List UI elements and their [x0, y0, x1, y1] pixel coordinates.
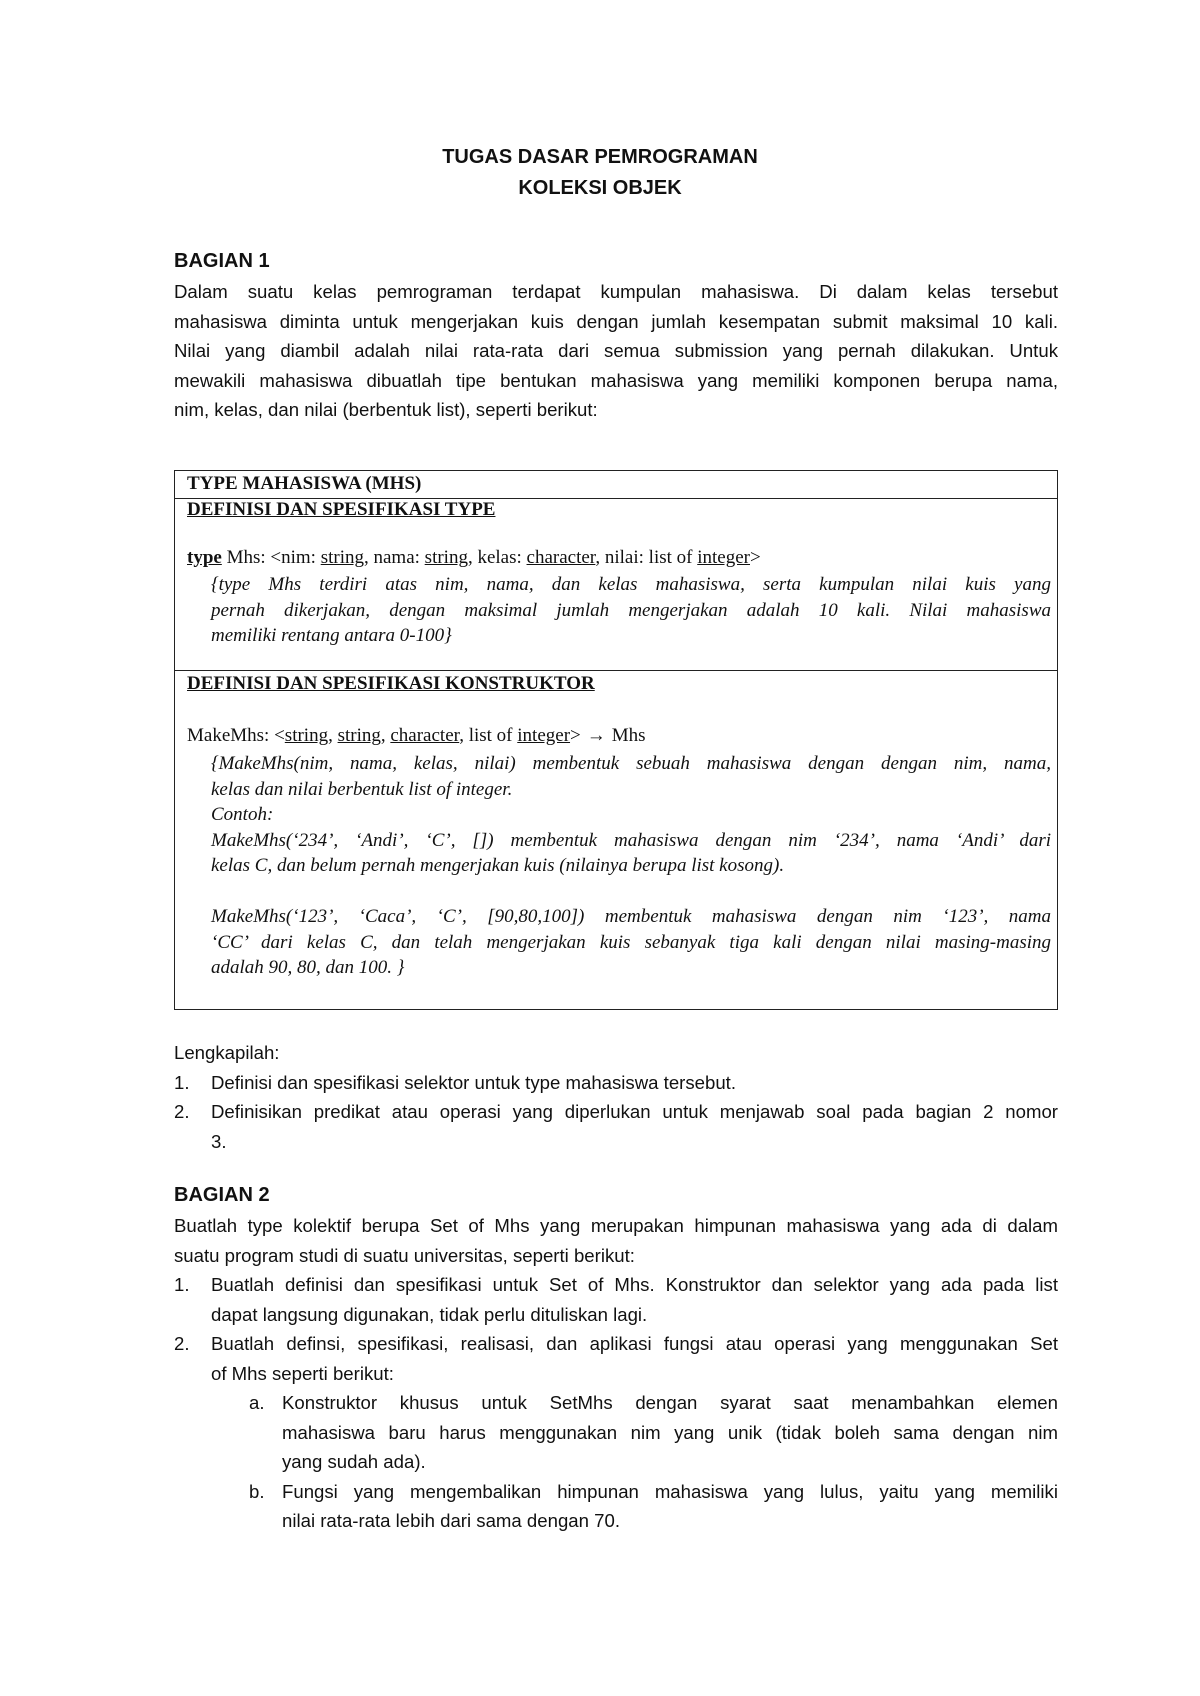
list-item	[174, 1329, 1058, 1359]
table-divider	[175, 670, 1057, 671]
ctor-token: string	[337, 725, 381, 746]
type-sep: , nama:	[363, 547, 425, 568]
list-number: 2.	[174, 1333, 190, 1354]
ctor-token: integer	[517, 725, 571, 746]
sub-list-item	[174, 1388, 1058, 1418]
paragraph-line: suatu program studi di suatu universitas, seperti berikut:	[174, 1244, 635, 1266]
right-arrow-icon: →	[586, 725, 606, 746]
comment-line: ‘CC’ dari kelas C, dan telah mengerjakan kuis sebanyak tiga kali dengan nilai masing-masing	[211, 931, 1051, 953]
sub-list-text: mahasiswa baru harus menggunakan nim yang unik (tidak boleh sama dengan nim	[282, 1421, 1058, 1443]
type-sep: , kelas:	[467, 547, 527, 568]
list-number: 1.	[174, 1274, 190, 1295]
list-number: 1.	[174, 1071, 190, 1093]
paragraph-line: mahasiswa diminta untuk mengerjakan kuis dengan jumlah kesempatan submit maksimal 10 kali.	[174, 310, 1058, 332]
comment-line	[211, 879, 1051, 905]
lengkapilah-label: Lengkapilah:	[174, 1042, 280, 1063]
list-number: 2.	[174, 1101, 190, 1122]
type-token: string	[320, 547, 364, 568]
list-item-continuation	[174, 1127, 1058, 1157]
ctor-name: MakeMhs: <	[187, 725, 285, 746]
bagian1-paragraph	[174, 277, 1058, 425]
comment-line: kelas dan nilai berbentuk list of integer.	[211, 778, 513, 800]
list-text: 3.	[211, 1130, 227, 1152]
bagian2-content	[174, 1211, 1058, 1536]
type-token: integer	[697, 547, 750, 568]
ctor-result: Mhs	[611, 725, 646, 746]
intro-line	[174, 1241, 1058, 1271]
list-intro	[174, 1038, 1058, 1068]
ctor-sep: ,	[380, 725, 391, 746]
bagian2-heading: BAGIAN 2	[174, 1184, 270, 1206]
list-item	[174, 1068, 1058, 1098]
list-item	[174, 1097, 1058, 1127]
intro-line	[174, 1211, 1058, 1241]
type-name: Mhs: <nim:	[221, 547, 321, 568]
sub-list-item-continuation	[174, 1418, 1058, 1448]
type-sep: >	[750, 547, 761, 568]
comment-line: {type Mhs terdiri atas nim, nama, dan kelas mahasiswa, serta kumpulan nilai kuis yang	[211, 574, 1051, 595]
comment-line: MakeMhs(‘123’, ‘Caca’, ‘C’, [90,80,100]) membentuk mahasiswa dengan nim ‘123’, nama	[211, 906, 1051, 927]
type-keyword: type	[187, 547, 222, 568]
sub-list-letter: a.	[249, 1392, 265, 1413]
list-text: of Mhs seperti berikut:	[211, 1362, 394, 1384]
sub-list-text: yang sudah ada).	[282, 1451, 426, 1472]
list-text: Buatlah definsi, spesifikasi, realisasi, dan aplikasi fungsi atau operasi yang menggunakan Set	[211, 1333, 1058, 1354]
type-section-title: DEFINISI DAN SPESIFIKASI TYPE	[187, 499, 496, 520]
ctor-sep: ,	[328, 725, 338, 746]
type-definition	[187, 547, 761, 569]
bagian1-tasks	[174, 1038, 1058, 1156]
constructor-section-title: DEFINISI DAN SPESIFIKASI KONSTRUKTOR	[187, 673, 595, 694]
sub-list-text: nilai rata-rata lebih dari sama dengan 70.	[282, 1510, 620, 1531]
list-text: Definisi dan spesifikasi selektor untuk type mahasiswa tersebut.	[211, 1071, 737, 1093]
bagian1-heading: BAGIAN 1	[174, 250, 270, 272]
list-text: Definisikan predikat atau operasi yang diperlukan untuk menjawab soal pada bagian 2 nomor	[211, 1101, 1058, 1122]
comment-line: memiliki rentang antara 0-100}	[211, 625, 452, 646]
paragraph-line: Dalam suatu kelas pemrograman terdapat kumpulan mahasiswa. Di dalam kelas tersebut	[174, 281, 1058, 302]
ctor-token: string	[284, 725, 329, 746]
list-text: dapat langsung digunakan, tidak perlu dituliskan lagi.	[211, 1303, 648, 1325]
type-token: character	[526, 547, 596, 568]
comment-line: {MakeMhs(nim, nama, kelas, nilai) membentuk sebuah mahasiswa dengan dengan nim, nama,	[211, 753, 1051, 774]
list-item	[174, 1270, 1058, 1300]
comment-line: Contoh:	[211, 804, 274, 825]
type-sep: , nilai: list of	[595, 547, 698, 568]
list-item-continuation	[174, 1300, 1058, 1330]
paragraph-line: Buatlah type kolektif berupa Set of Mhs yang merupakan himpunan mahasiswa yang ada di dalam	[174, 1215, 1058, 1236]
sub-list-item	[174, 1477, 1058, 1507]
sub-list-text: Fungsi yang mengembalikan himpunan mahasiswa yang lulus, yaitu yang memiliki	[282, 1480, 1058, 1502]
comment-line: pernah dikerjakan, dengan maksimal jumlah mengerjakan adalah 10 kali. Nilai mahasiswa	[211, 599, 1051, 621]
paragraph-line: mewakili mahasiswa dibuatlah tipe bentukan mahasiswa yang memiliki komponen berupa nama,	[174, 369, 1058, 391]
type-definition-table	[174, 470, 1058, 1010]
table-header: TYPE MAHASISWA (MHS)	[187, 473, 422, 494]
sub-list-item-continuation	[174, 1506, 1058, 1536]
type-token: string	[424, 547, 468, 568]
sub-list-text: Konstruktor khusus untuk SetMhs dengan syarat saat menambahkan elemen	[282, 1392, 1058, 1413]
comment-line: adalah 90, 80, dan 100. }	[211, 957, 405, 978]
ctor-sep: , list of	[459, 725, 518, 746]
doc-subtitle: KOLEKSI OBJEK	[518, 177, 682, 199]
constructor-signature	[187, 725, 646, 747]
paragraph-line: nim, kelas, dan nilai (berbentuk list), seperti berikut:	[174, 399, 598, 420]
ctor-token: character	[390, 725, 460, 746]
ctor-sep: >	[570, 725, 581, 746]
comment-line: MakeMhs(‘234’, ‘Andi’, ‘C’, []) membentuk mahasiswa dengan nim ‘234’, nama ‘Andi’ dari	[211, 829, 1051, 851]
constructor-comment	[211, 751, 1051, 981]
sub-list-letter: b.	[249, 1480, 265, 1502]
list-text: Buatlah definisi dan spesifikasi untuk Set of Mhs. Konstruktor dan selektor yang ada pada list	[211, 1274, 1058, 1295]
sub-list-item-continuation	[174, 1447, 1058, 1477]
comment-line: kelas C, dan belum pernah mengerjakan kuis (nilainya berupa list kosong).	[211, 855, 785, 876]
type-comment	[211, 572, 1051, 649]
list-item-continuation	[174, 1359, 1058, 1389]
doc-title: TUGAS DASAR PEMROGRAMAN	[442, 146, 758, 168]
paragraph-line: Nilai yang diambil adalah nilai rata-rata dari semua submission yang pernah dilakukan. Untuk	[174, 340, 1058, 361]
